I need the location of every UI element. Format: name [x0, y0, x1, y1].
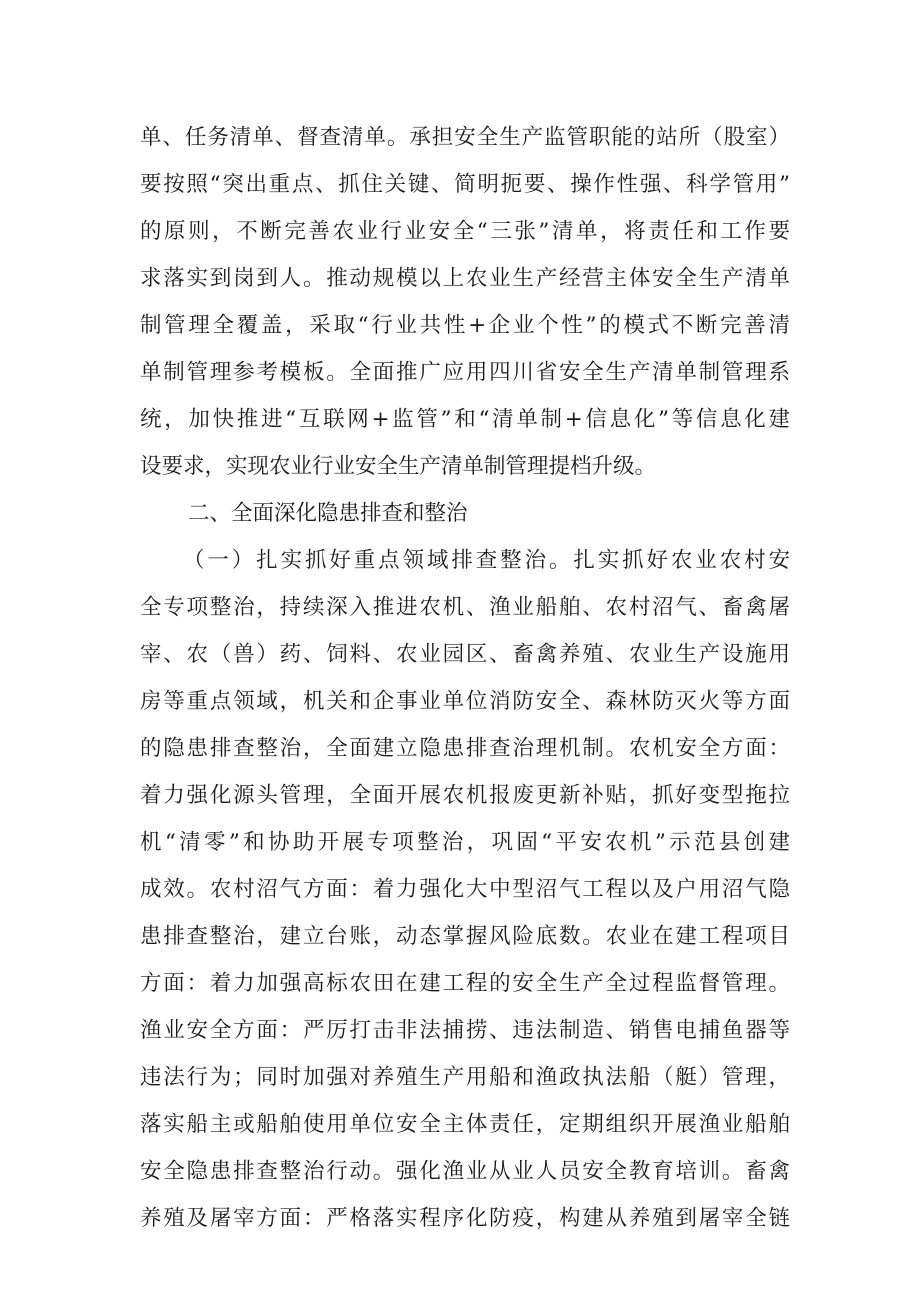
paragraph-line: 成效。农村沼气方面：着力强化大中型沼气工程以及户用沼气隐 — [140, 877, 790, 902]
paragraph-line: 要按照“突出重点、抓住关键、简明扼要、操作性强、科学管用” — [140, 172, 790, 197]
paragraph-line: 房等重点领域，机关和企事业单位消防安全、森林防灭火等方面 — [140, 689, 790, 714]
paragraph-line: 单、任务清单、督查清单。承担安全生产监管职能的站所（股室） — [140, 125, 790, 150]
paragraph-line: 设要求，实现农业行业安全生产清单制管理提档升级。 — [140, 454, 657, 479]
paragraph-line: 安全隐患排查整治行动。强化渔业从业人员安全教育培训。畜禽 — [140, 1159, 790, 1184]
subsection-heading-line: （一）扎实抓好重点领域排查整治。扎实抓好农业农村安 — [183, 548, 790, 573]
paragraph-line: 养殖及屠宰方面：严格落实程序化防疫，构建从养殖到屠宰全链 — [140, 1206, 790, 1231]
paragraph-line: 制管理全覆盖，采取“行业共性+企业个性”的模式不断完善清 — [140, 313, 790, 338]
section-heading: 二、全面深化隐患排查和整治 — [188, 501, 468, 526]
paragraph-line: 宰、农（兽）药、饲料、农业园区、畜禽养殖、农业生产设施用 — [140, 642, 790, 667]
paragraph-line: 的原则，不断完善农业行业安全“三张”清单，将责任和工作要 — [140, 219, 790, 244]
paragraph-line: 求落实到岗到人。推动规模以上农业生产经营主体安全生产清单 — [140, 266, 790, 291]
paragraph-line: 落实船主或船舶使用单位安全主体责任，定期组织开展渔业船舶 — [140, 1112, 790, 1137]
document-body — [140, 114, 790, 1242]
paragraph-line: 违法行为；同时加强对养殖生产用船和渔政执法船（艇）管理， — [140, 1065, 790, 1090]
paragraph-line: 全专项整治，持续深入推进农机、渔业船舶、农村沼气、畜禽屠 — [140, 595, 790, 620]
paragraph-line: 的隐患排查整治，全面建立隐患排查治理机制。农机安全方面： — [140, 736, 790, 761]
paragraph-line: 方面：着力加强高标农田在建工程的安全生产全过程监督管理。 — [140, 971, 790, 996]
paragraph-line: 患排查整治，建立台账，动态掌握风险底数。农业在建工程项目 — [140, 924, 790, 949]
paragraph-line: 着力强化源头管理，全面开展农机报废更新补贴，抓好变型拖拉 — [140, 783, 790, 808]
paragraph-line: 渔业安全方面：严厉打击非法捕捞、违法制造、销售电捕鱼器等 — [140, 1018, 790, 1043]
paragraph-line: 统，加快推进“互联网+监管”和“清单制+信息化”等信息化建 — [140, 407, 790, 432]
paragraph-line: 单制管理参考模板。全面推广应用四川省安全生产清单制管理系 — [140, 360, 790, 385]
paragraph-line: 机“清零”和协助开展专项整治，巩固“平安农机”示范县创建 — [140, 830, 790, 855]
